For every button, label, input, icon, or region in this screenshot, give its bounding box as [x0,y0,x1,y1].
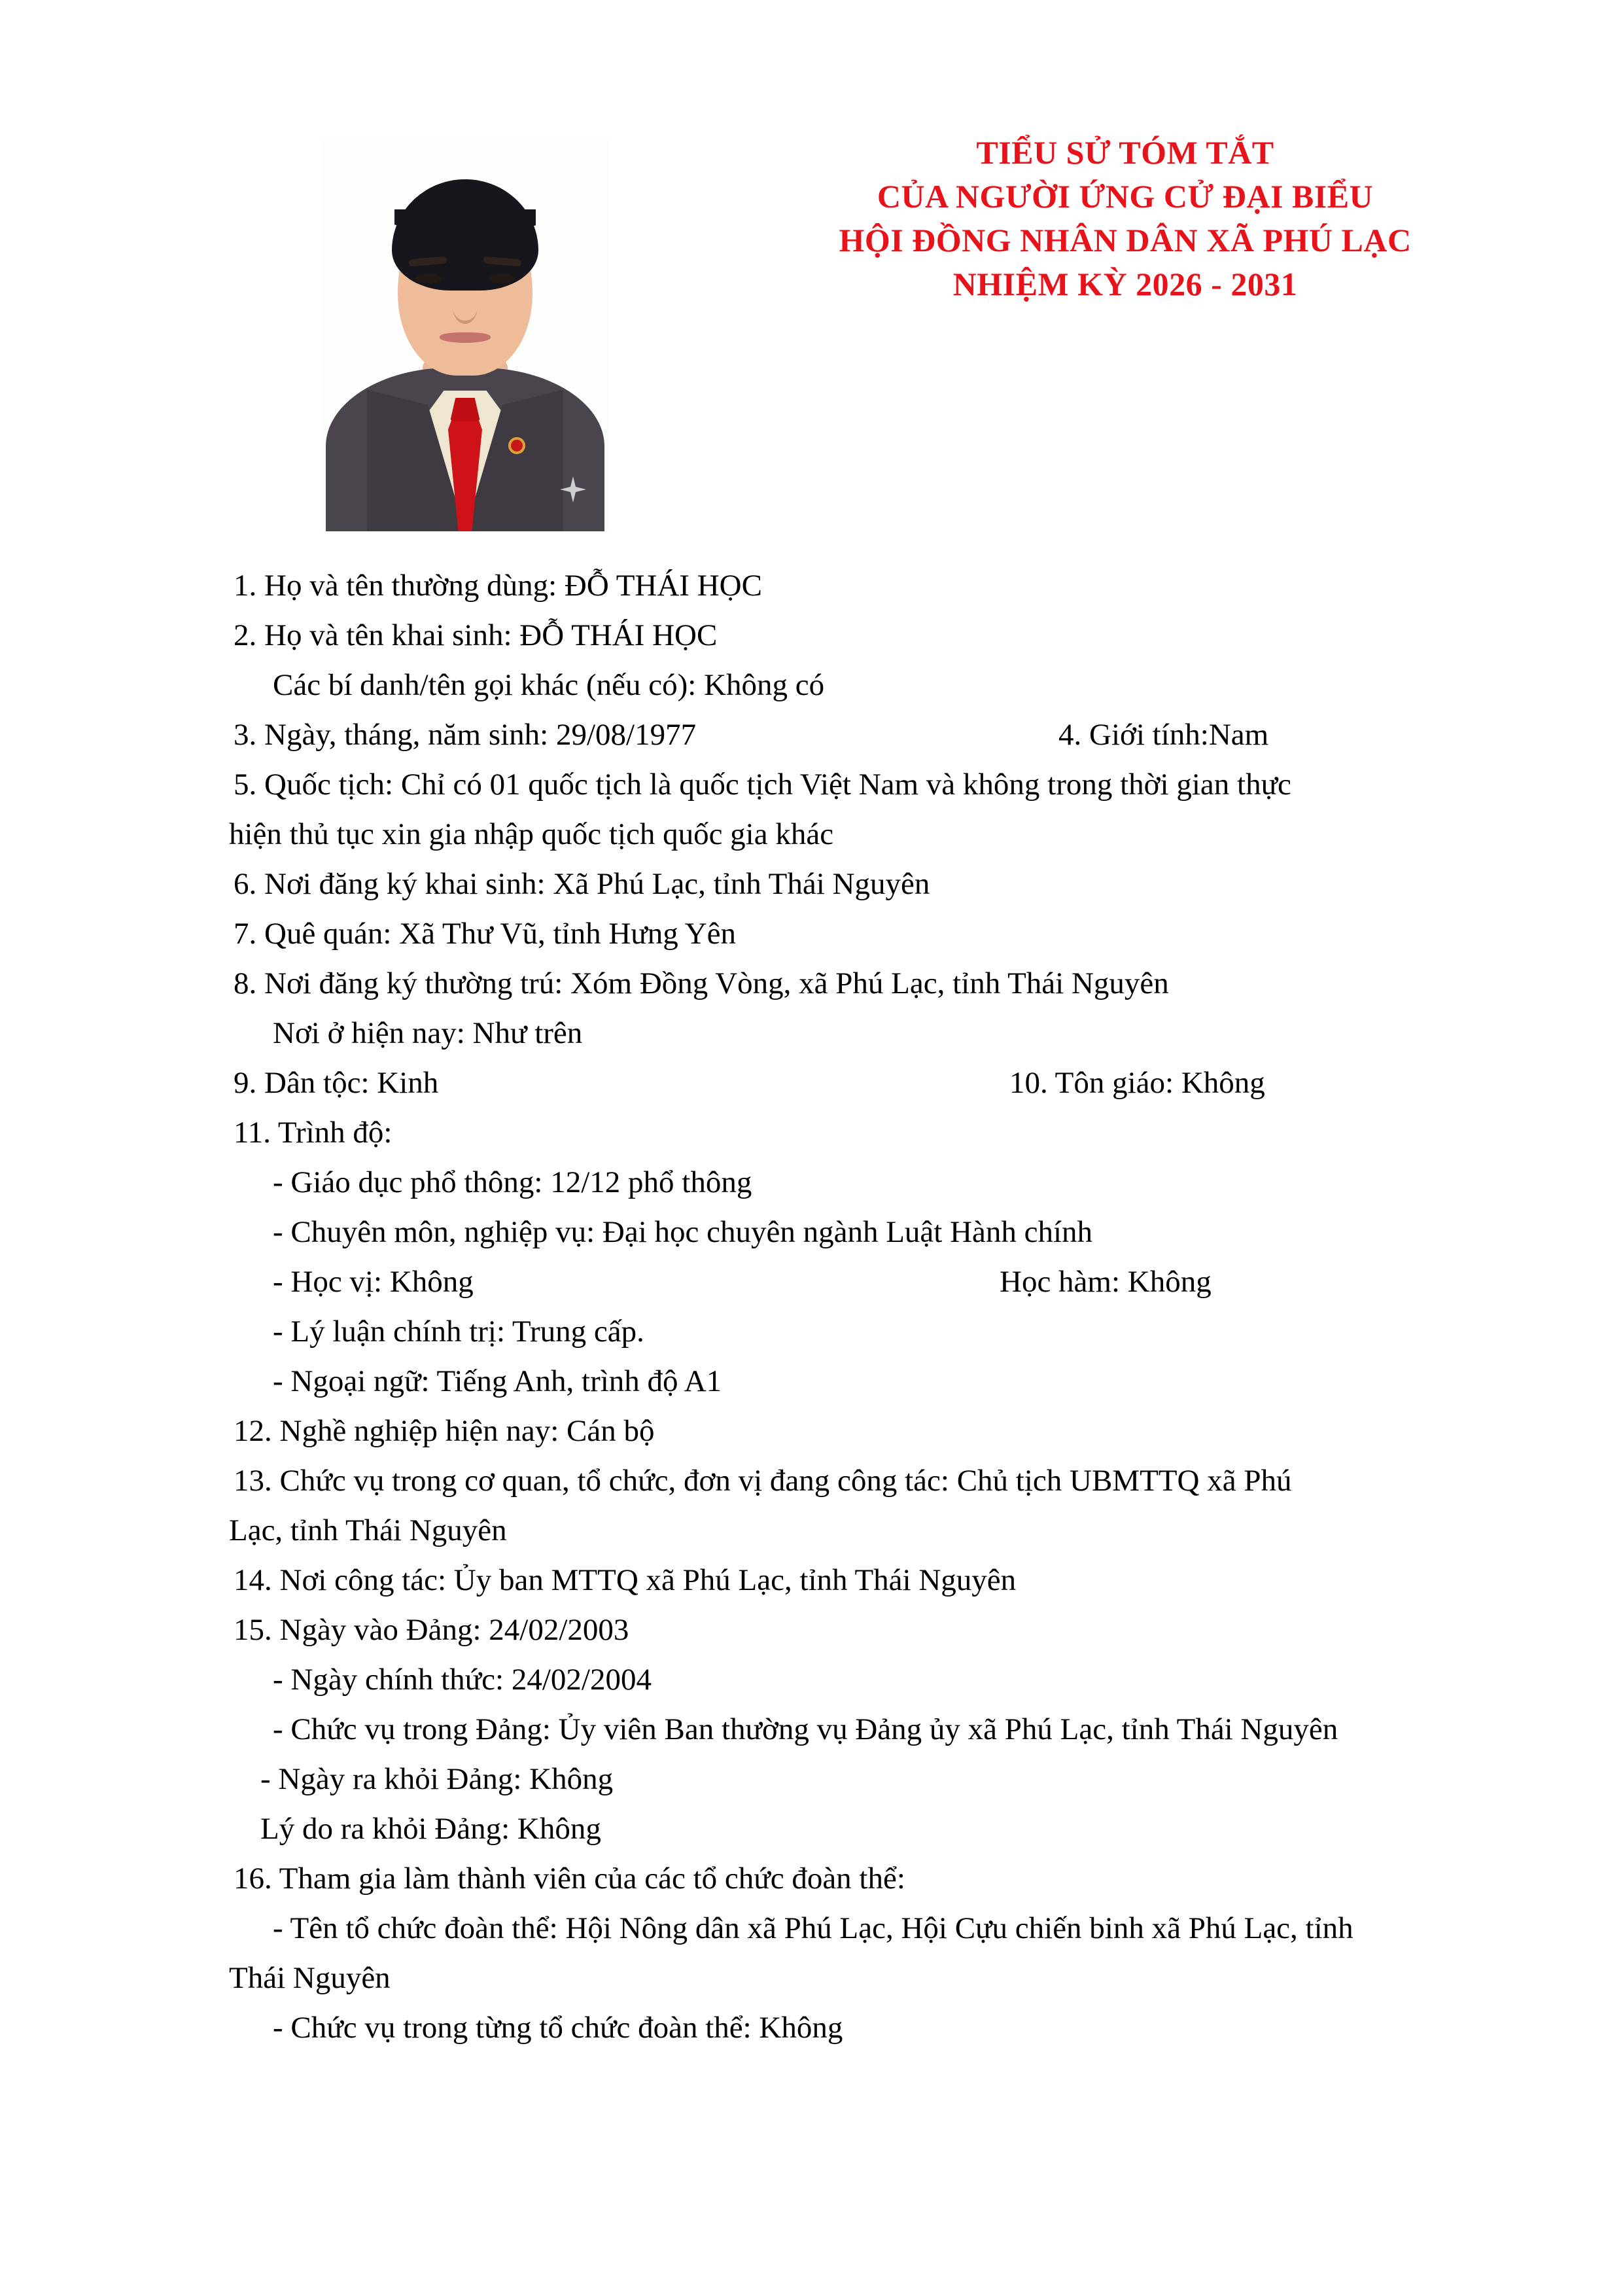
field-party-exit-date [0,1764,1623,1814]
field-text: Các bí danh/tên gọi khác (nếu có): Không có [273,668,825,702]
field-education-heading [0,1118,1623,1167]
field-text: 8. Nơi đăng ký thường trú: Xóm Đồng Vòng, xã Phú Lạc, tỉnh Thái Nguyên [234,966,1169,1000]
field-aliases [0,670,1623,720]
field-text: Lạc, tỉnh Thái Nguyên [229,1513,507,1547]
field-organization-names-cont [0,1963,1623,2013]
field-party-exit-reason [0,1814,1623,1863]
portrait-hair [392,179,538,291]
portrait-eye-right [489,274,515,283]
field-ethnicity [0,1068,1623,1118]
candidate-photo [322,139,608,531]
field-gender: 4. Giới tính:Nam [1058,718,1269,752]
field-political-theory [0,1316,1623,1366]
portrait-lapel-pin [508,437,525,454]
field-professional-qualification [0,1217,1623,1267]
field-organization-names [0,1913,1623,1963]
field-position-at-work-cont [0,1515,1623,1565]
field-text: - Ngày chính thức: 24/02/2004 [273,1663,652,1697]
portrait-eye-left [415,274,442,283]
field-party-join-date [0,1615,1623,1665]
field-text: Lý do ra khỏi Đảng: Không [260,1812,601,1846]
field-academic-title: Học hàm: Không [1000,1265,1212,1299]
field-full-name-common [0,571,1623,620]
field-text: 12. Nghề nghiệp hiện nay: Cán bộ [234,1414,655,1448]
document-header [0,131,1623,550]
field-text: - Ngoại ngữ: Tiếng Anh, trình độ A1 [273,1364,722,1398]
field-full-name-birth [0,620,1623,670]
field-text: - Lý luận chính trị: Trung cấp. [273,1315,644,1349]
field-general-education [0,1167,1623,1217]
field-text: hiện thủ tục xin gia nhập quốc tịch quốc gia khác [229,817,834,851]
portrait-nose [453,291,478,324]
field-hometown [0,919,1623,968]
field-party-position [0,1714,1623,1764]
field-text: 15. Ngày vào Đảng: 24/02/2003 [234,1613,629,1647]
field-academic-degree [0,1267,1623,1316]
field-current-residence [0,1018,1623,1068]
field-nationality-cont [0,819,1623,869]
field-date-of-birth [0,720,1623,769]
field-text: 14. Nơi công tác: Ủy ban MTTQ xã Phú Lạc, tỉnh Thái Nguyên [234,1563,1017,1597]
field-religion: 10. Tôn giáo: Không [1009,1066,1265,1100]
portrait-illustration [322,139,608,531]
field-text: - Ngày ra khỏi Đảng: Không [260,1762,614,1796]
title-line-1: TIỂU SỬ TÓM TẮT [976,134,1274,171]
field-text: 7. Quê quán: Xã Thư Vũ, tỉnh Hưng Yên [234,917,737,951]
field-text: 16. Tham gia làm thành viên của các tổ chức đoàn thể: [234,1862,905,1896]
field-current-occupation [0,1416,1623,1466]
field-text: Nơi ở hiện nay: Như trên [273,1016,583,1050]
field-nationality [0,769,1623,819]
field-text: - Tên tổ chức đoàn thể: Hội Nông dân xã Phú Lạc, Hội Cựu chiến binh xã Phú Lạc, tỉnh [273,1911,1353,1945]
field-workplace [0,1565,1623,1615]
field-party-official-date [0,1665,1623,1714]
document-title [707,131,1544,306]
field-text: 13. Chức vụ trong cơ quan, tổ chức, đơn vị đang công tác: Chủ tịch UBMTTQ xã Phú [234,1464,1292,1498]
title-line-2: CỦA NGƯỜI ỨNG CỬ ĐẠI BIỂU [877,178,1374,215]
field-text: 1. Họ và tên thường dùng: ĐỖ THÁI HỌC [234,569,762,603]
title-line-3: HỘI ĐỒNG NHÂN DÂN XÃ PHÚ LẠC [839,222,1412,258]
field-text: 2. Họ và tên khai sinh: ĐỖ THÁI HỌC [234,618,718,652]
field-position-at-work [0,1466,1623,1515]
field-text: - Chức vụ trong Đảng: Ủy viên Ban thường vụ Đảng ủy xã Phú Lạc, tỉnh Thái Nguyên [273,1712,1338,1746]
title-line-4: NHIỆM KỲ 2026 - 2031 [952,266,1298,302]
field-foreign-language [0,1366,1623,1416]
field-text: 11. Trình độ: [234,1116,393,1150]
field-text: - Chuyên môn, nghiệp vụ: Đại học chuyên ngành Luật Hành chính [273,1215,1093,1249]
field-text: 9. Dân tộc: Kinh [234,1066,439,1100]
field-organization-positions [0,2013,1623,2062]
field-text: - Học vị: Không [273,1265,474,1299]
field-text: 5. Quốc tịch: Chỉ có 01 quốc tịch là quốc tịch Việt Nam và không trong thời gian thực [234,768,1291,802]
field-text: 3. Ngày, tháng, năm sinh: 29/08/1977 [234,718,697,752]
portrait-mouth [440,332,491,343]
field-text: - Chức vụ trong từng tổ chức đoàn thể: Không [273,2011,843,2045]
field-permanent-residence [0,968,1623,1018]
field-text: Thái Nguyên [229,1961,391,1995]
field-text: - Giáo dục phổ thông: 12/12 phổ thông [273,1165,752,1199]
field-organizations-heading [0,1863,1623,1913]
field-text: 6. Nơi đăng ký khai sinh: Xã Phú Lạc, tỉnh Thái Nguyên [234,867,930,901]
field-birth-registration-place [0,869,1623,919]
biography-body [0,571,1623,2062]
